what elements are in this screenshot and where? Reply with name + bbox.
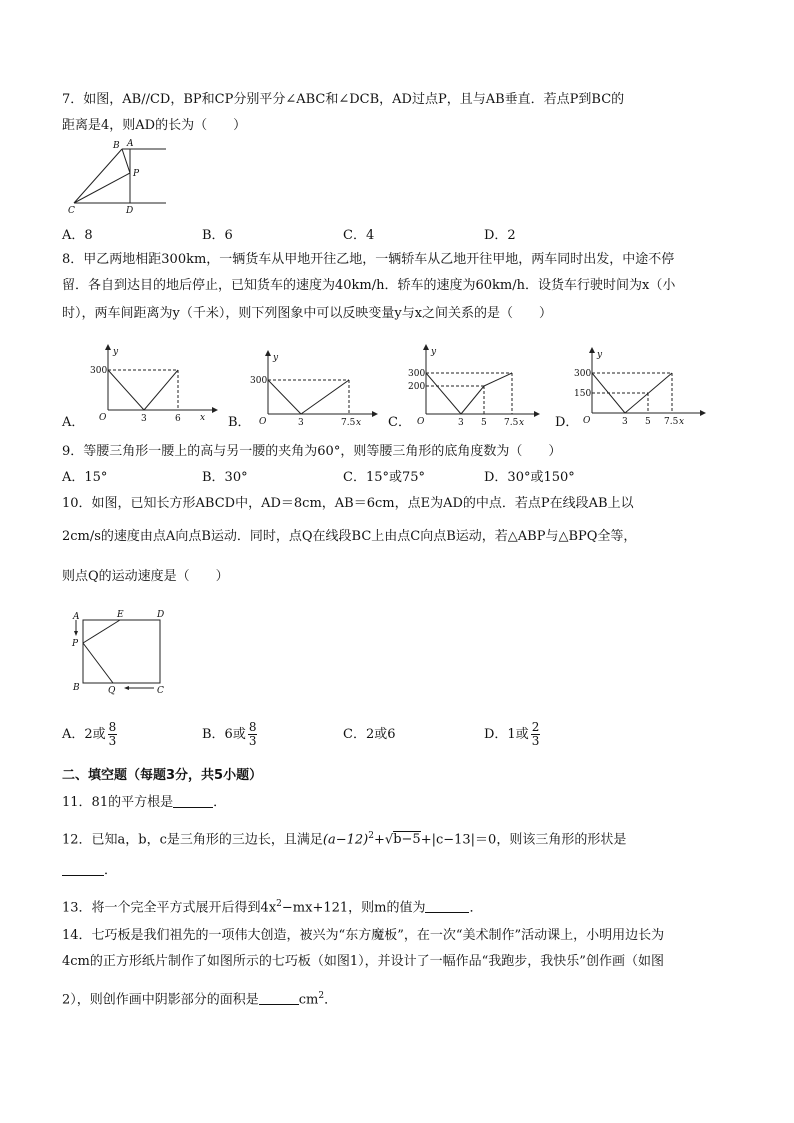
graph-a-segment-2 (144, 370, 178, 410)
graph-d-tick-7-5: 7.5 (664, 417, 679, 427)
graph-d-y-label: y (597, 350, 603, 360)
graph-d-y-arrow (589, 347, 595, 353)
q8-option-a: A． (62, 415, 85, 430)
q14-end: ． (324, 992, 338, 1008)
q10-label-d: D (157, 610, 165, 620)
graph-d-tick-3: 3 (622, 417, 628, 427)
q10-option-d (484, 716, 540, 754)
graph-a-tick-6: 6 (175, 414, 181, 424)
graph-a-y-label: y (113, 347, 119, 357)
graph-b-y-arrow (265, 350, 271, 356)
q13-end: ． (469, 900, 483, 916)
graph-a-x-label: x (200, 413, 206, 423)
q14-line1: 14．七巧板是我们祖先的一项伟大创造，被兴为“东方魔板”，在一次“美术制作”活动课上，小明用边长为 (62, 928, 665, 943)
q9-option-a: A．15° (62, 470, 108, 485)
q10-option-d-prefix: D．1或 (484, 727, 529, 742)
q10-line-pq (83, 643, 113, 683)
q10-option-b-fraction (248, 721, 258, 748)
graph-b-segment-1 (268, 380, 301, 414)
q7-line-cp (74, 173, 130, 203)
graph-a-segment-1 (108, 370, 144, 410)
q10-line3: 则点Q的运动速度是（ ） (62, 569, 229, 584)
q13-mid: −mx+121，则m的值为 (281, 900, 426, 916)
graph-c-tick-7-5: 7.5 (504, 418, 519, 428)
q8-option-c: C． (388, 415, 411, 430)
q14-unit: cm (298, 992, 319, 1008)
q10-option-c-prefix: C．2或6 (343, 727, 396, 742)
q7-figure (60, 138, 180, 218)
graph-c-segment-1 (426, 373, 461, 414)
q7-option-a: A．8 (62, 228, 93, 243)
q7-label-d: D (126, 206, 134, 216)
q8-graph-c (406, 344, 541, 430)
q8-option-b: B． (228, 415, 251, 430)
q7-line1: 7．如图，AB//CD，BP和CP分别平分∠ABC和∠DCB，AD过点P，且与AB垂直．若点P到BC的 (62, 92, 625, 107)
q12-rest: +|c−13|＝0，则该三角形的形状是 (420, 832, 627, 848)
q10-option-d-denominator: 3 (531, 734, 540, 748)
q9-option-b: B．30° (202, 470, 248, 485)
q8-option-d: D． (555, 415, 579, 430)
q10-label-e: E (117, 610, 124, 620)
graph-d-tick-150: 150 (574, 389, 592, 399)
graph-b-origin: O (259, 417, 267, 427)
q8-graph-d (572, 347, 707, 431)
q13-sup: 2 (276, 899, 282, 909)
q7-line2: 距离是4，则AD的长为（ ） (62, 118, 247, 133)
q13-answer-blank[interactable] (425, 899, 469, 913)
q10-option-b (202, 716, 257, 754)
graph-c-tick-200: 200 (408, 382, 426, 392)
q10-option-b-denominator: 3 (248, 734, 257, 748)
graph-d-x-label: x (679, 417, 685, 427)
q7-line-bc (74, 149, 122, 203)
q10-option-b-numerator: 8 (248, 720, 257, 734)
q12-sqrt-sign: √ (384, 832, 394, 848)
q10-option-c (343, 716, 396, 754)
q9-option-d: D．30°或150° (484, 470, 575, 485)
graph-c-x-arrow (534, 411, 540, 417)
graph-c-tick-300: 300 (408, 369, 426, 379)
q8-line2: 留．各自到达目的地后停止，已知货车的速度为40km/h．轿车的速度为60km/h．设货车行驶时间为x（小 (62, 278, 676, 293)
q11-end: ． (213, 795, 227, 810)
q14-line2: 4cm的正方形纸片制作了如图所示的七巧板（如图1），并设计了一幅作品“我跑步，我快乐”创作画（如图 (62, 954, 664, 969)
graph-a-tick-3: 3 (141, 414, 147, 424)
graph-c-segment-2 (461, 386, 484, 414)
q11-text: 11．81的平方根是 (62, 795, 174, 810)
q7-line-bp (122, 149, 130, 173)
graph-b-x-arrow (372, 411, 378, 417)
q7-option-d: D．2 (484, 228, 516, 243)
q10-label-a: A (73, 612, 80, 622)
graph-b-tick-3: 3 (298, 418, 304, 428)
q9-option-c: C．15°或75° (343, 470, 426, 485)
q10-arrow-c-to-q-head (124, 686, 129, 690)
graph-a-origin: O (99, 413, 107, 423)
q10-label-p: P (72, 639, 79, 649)
q7-label-b: B (113, 141, 120, 151)
q10-rectangle (83, 620, 160, 683)
graph-d-x-arrow (700, 410, 706, 416)
section-title-fill-in: 二、填空题（每题3分，共5小题） (62, 768, 263, 783)
q10-line1: 10．如图，已知长方形ABCD中，AD＝8cm，AB＝6cm，点E为AD的中点．若点P在线段AB上以 (62, 496, 634, 511)
q14-text: 2），则创作画中阴影部分的面积是 (62, 992, 259, 1008)
q10-option-a-prefix: A．2或 (62, 727, 106, 742)
q14-sup: 2 (318, 991, 325, 1001)
q11-answer-blank[interactable] (173, 794, 213, 808)
graph-c-tick-5: 5 (481, 418, 487, 428)
graph-a-y-arrow (105, 344, 111, 350)
q12-sqrt: b−5 (393, 832, 421, 848)
q10-option-a-denominator: 3 (108, 734, 117, 748)
q8-line1: 8．甲乙两地相距300km，一辆货车从甲地开往乙地，一辆轿车从乙地开往甲地，两车同时出发，中途不停 (62, 252, 675, 267)
q10-label-b: B (73, 683, 80, 693)
q12-expr1: (a−12) (322, 832, 369, 848)
q12-answer-blank[interactable] (62, 862, 104, 876)
q12-plus: + (373, 832, 385, 848)
q10-option-b-prefix: B．6或 (202, 727, 246, 742)
q10-option-a (62, 716, 117, 754)
graph-c-tick-3: 3 (458, 418, 464, 428)
q9-line1: 9．等腰三角形一腰上的高与另一腰的夹角为60°，则等腰三角形的底角度数为（ ） (62, 444, 562, 459)
q10-option-a-numerator: 8 (108, 720, 117, 734)
q13 (62, 896, 483, 916)
graph-b-x-label: x (356, 418, 362, 428)
q13-pre: 13．将一个完全平方式展开后得到4x (62, 900, 277, 916)
q14-line3 (62, 988, 337, 1008)
q10-label-c: C (157, 686, 164, 696)
graph-b-y-label: y (273, 353, 279, 363)
q10-line2: 2cm/s的速度由点A向点B运动．同时，点Q在线段BC上由点C向点B运动，若△ABP与△BPQ全等， (62, 529, 637, 544)
q10-option-d-numerator: 2 (531, 720, 540, 734)
q10-option-a-fraction (108, 721, 118, 748)
q14-answer-blank[interactable] (259, 991, 299, 1005)
graph-c-segment-3 (484, 373, 512, 386)
graph-b-segment-2 (301, 380, 349, 414)
graph-a-tick-300: 300 (90, 366, 108, 376)
q7-label-c: C (68, 206, 75, 216)
q7-option-c: C．4 (343, 228, 375, 243)
graph-c-x-label: x (519, 418, 525, 428)
q8-graph-a (88, 344, 218, 428)
graph-a-x-arrow (212, 407, 218, 413)
q12-pre: 12．已知a，b，c是三角形的三边长，且满足 (62, 832, 323, 848)
q12-sup: 2 (368, 831, 374, 841)
q7-label-p: P (133, 169, 140, 179)
graph-c-y-arrow (423, 344, 429, 350)
q10-line-pe (83, 620, 120, 643)
q12-line2 (62, 862, 117, 879)
graph-b-tick-7-5: 7.5 (341, 418, 356, 428)
graph-b-tick-300: 300 (250, 376, 268, 386)
q10-option-d-fraction (531, 721, 541, 748)
q12 (62, 828, 626, 848)
q11 (62, 794, 226, 811)
graph-c-y-label: y (431, 347, 437, 357)
q7-label-a: A (127, 139, 134, 149)
q8-graph-b (248, 350, 378, 430)
graph-d-tick-300: 300 (574, 369, 592, 379)
graph-d-origin: O (583, 416, 591, 426)
q10-figure (64, 606, 174, 696)
q12-end: ． (104, 863, 118, 878)
q7-option-b: B．6 (202, 228, 233, 243)
graph-d-tick-5: 5 (645, 417, 651, 427)
q10-label-q: Q (108, 686, 116, 696)
q10-arrow-a-to-p-head (74, 631, 78, 636)
graph-c-origin: O (417, 417, 425, 427)
q8-line3: 时），两车间距离为y（千米），则下列图象中可以反映变量y与x之间关系的是（ ） (62, 306, 553, 321)
